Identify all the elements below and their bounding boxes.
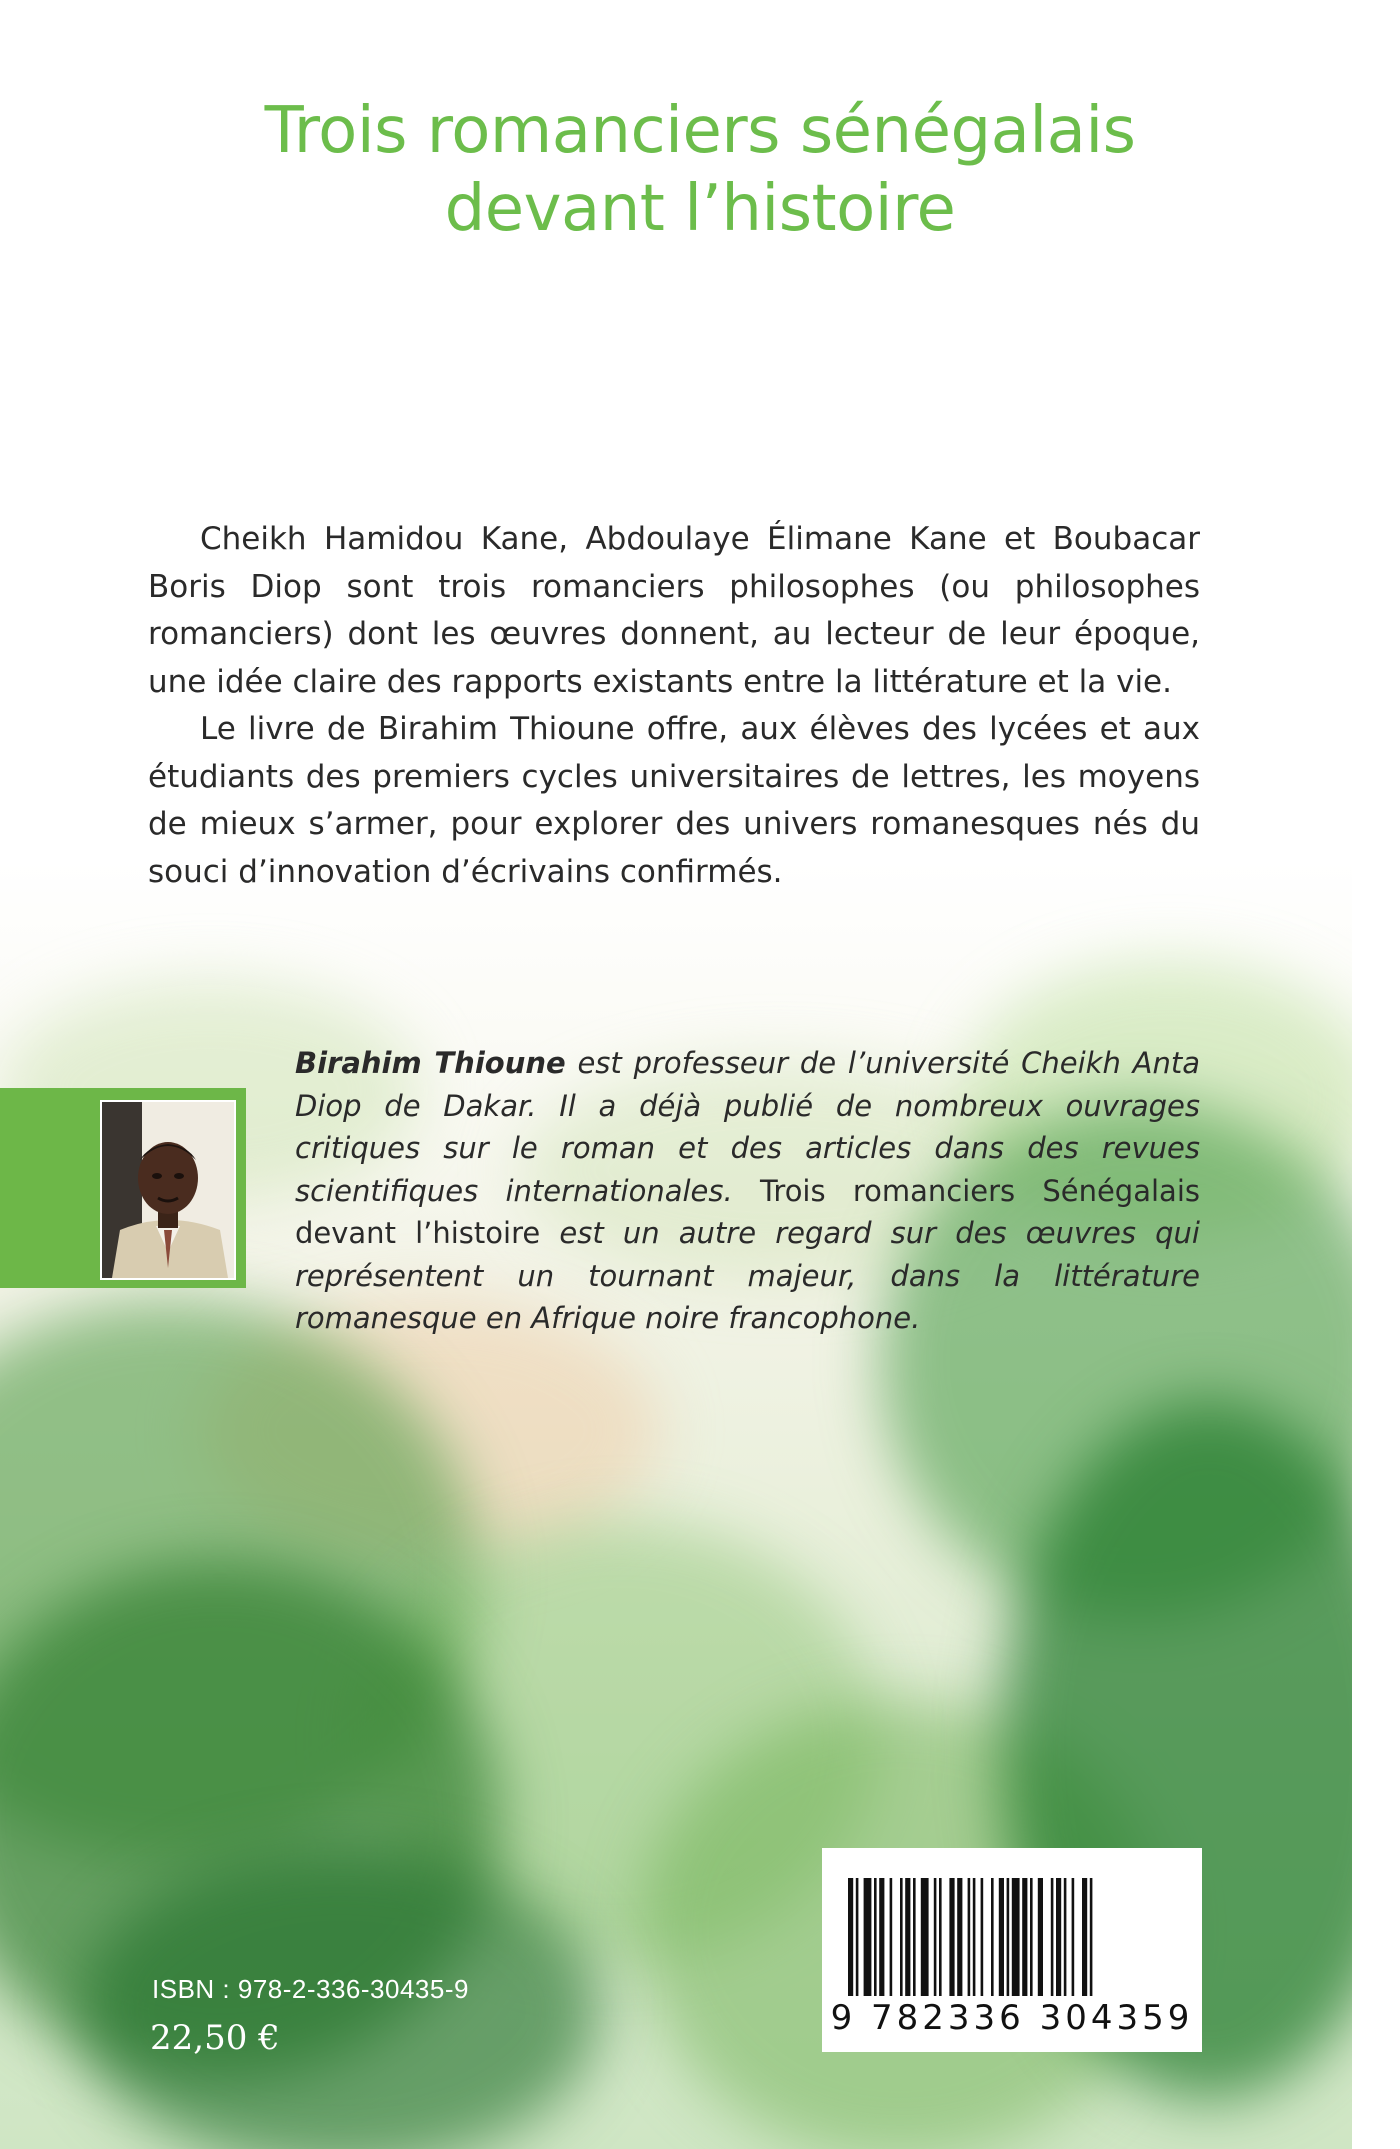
barcode-bar: [991, 1878, 994, 1996]
author-name: Birahim Thioune: [295, 1046, 566, 1080]
barcode-bar: [1038, 1878, 1043, 1996]
author-bio-text-1: est professeur de l’université Cheikh Anta Diop de Dakar. Il a déjà publié de nombreux ouvrages critiques sur le roman et des articles dans des revues scientifiques internationales.: [295, 1046, 1200, 1208]
barcode-bar: [1064, 1878, 1067, 1996]
barcode-bar: [1072, 1878, 1075, 1996]
barcode-bar: [1051, 1878, 1054, 1996]
barcode-bar: [981, 1878, 984, 1996]
author-photo: [100, 1100, 236, 1280]
spine-edge: [1352, 0, 1400, 2149]
barcode-bar: [1056, 1878, 1061, 1996]
barcode-bar: [999, 1878, 1004, 1996]
author-bio-book-title: Trois romanciers Sénégalais devant l’histoire: [295, 1173, 1200, 1250]
isbn: ISBN : 978-2-336-30435-9: [152, 1974, 469, 2004]
book-title-line-2: devant l’histoire: [444, 172, 956, 246]
barcode-bar: [1007, 1878, 1010, 1996]
barcode-bar: [921, 1878, 929, 1996]
barcode-bar: [890, 1878, 893, 1996]
blurb-paragraph-2: Le livre de Birahim Thioune offre, aux élèves des lycées et aux étudiants des premiers cycles universitaires de lettres, les moyens de mieux s’armer, pour explorer des univers romanesques nés du souci d’innovation d’écrivains confirmés.: [148, 711, 1200, 890]
barcode-bar: [1082, 1878, 1087, 1996]
barcode: [822, 1848, 1202, 2052]
barcode-bar: [856, 1878, 859, 1996]
back-cover-blurb: [148, 516, 1200, 896]
price: 22,50 €: [150, 2018, 280, 2058]
book-title-line-1: Trois romanciers sénégalais: [264, 94, 1136, 168]
barcode-bar: [848, 1878, 853, 1996]
author-bio: [295, 1042, 1200, 1340]
author-portrait-image: [102, 1102, 234, 1278]
barcode-bar: [973, 1878, 976, 1996]
barcode-bar: [934, 1878, 937, 1996]
barcode-bar: [879, 1878, 884, 1996]
barcode-bar: [900, 1878, 903, 1996]
barcode-bar: [1030, 1878, 1033, 1996]
barcode-bar: [913, 1878, 916, 1996]
barcode-bar: [905, 1878, 910, 1996]
barcode-bars: [848, 1878, 1176, 1996]
author-bio-text-2: est un autre regard sur des œuvres qui représentent un tournant majeur, dans la littérature romanesque en Afrique noire francophone.: [295, 1216, 1200, 1335]
barcode-bar: [1022, 1878, 1027, 1996]
barcode-bar: [949, 1878, 954, 1996]
barcode-bar: [874, 1878, 877, 1996]
barcode-digits: 9 782336 304359: [830, 1998, 1194, 2038]
barcode-bar: [939, 1878, 942, 1996]
blurb-paragraph-1: Cheikh Hamidou Kane, Abdoulaye Élimane Kane et Boubacar Boris Diop sont trois romanciers philosophes (ou philosophes romanciers) dont les œuvres donnent, au lecteur de leur époque, une idée claire des rapports existants entre la littérature et la vie.: [148, 521, 1200, 700]
barcode-bar: [1090, 1878, 1093, 1996]
barcode-bar: [957, 1878, 962, 1996]
book-title: [60, 92, 1340, 248]
barcode-bar: [1012, 1878, 1020, 1996]
barcode-bar: [864, 1878, 872, 1996]
barcode-bar: [968, 1878, 971, 1996]
